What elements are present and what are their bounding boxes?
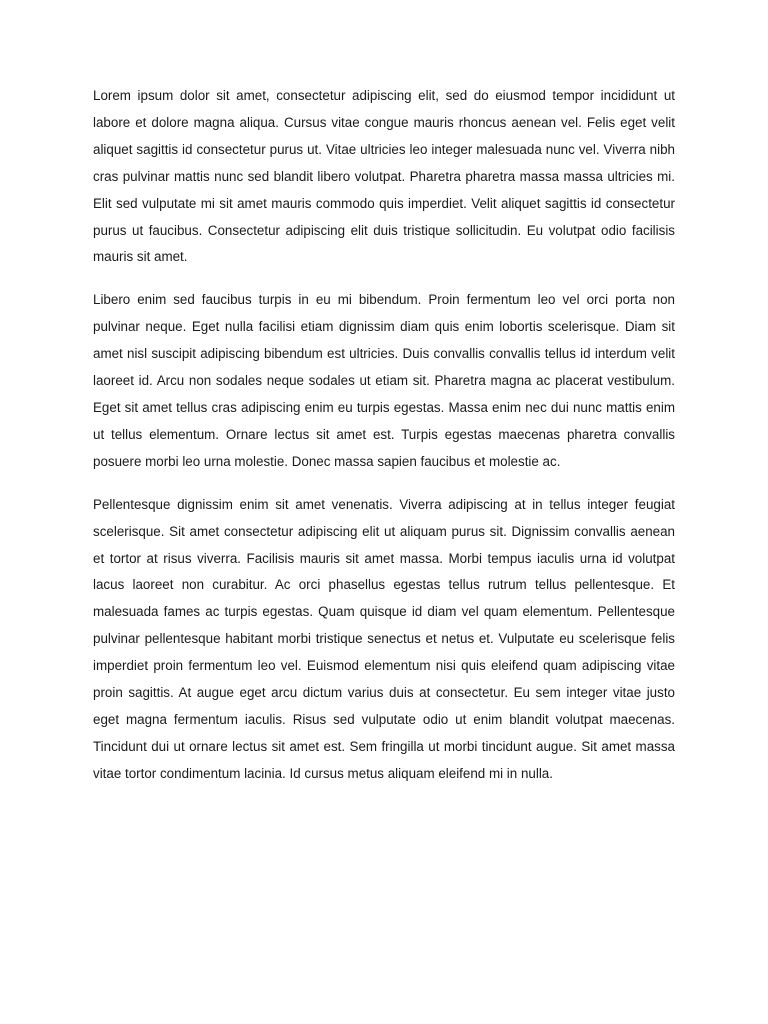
- document-body: [93, 83, 675, 804]
- paragraph-1: Lorem ipsum dolor sit amet, consectetur adipiscing elit, sed do eiusmod tempor incididunt ut labore et dolore magna aliqua. Cursus vitae congue mauris rhoncus aenean vel. Felis eget velit aliquet sagittis id consectetur purus ut. Vitae ultricies leo integer malesuada nunc vel. Viverra nibh cras pulvinar mattis nunc sed blandit libero volutpat. Pharetra pharetra massa massa ultricies mi. Elit sed vulputate mi sit amet mauris commodo quis imperdiet. Velit aliquet sagittis id consectetur purus ut faucibus. Consectetur adipiscing elit duis tristique sollicitudin. Eu volutpat odio facilisis mauris sit amet.: [93, 88, 675, 265]
- paragraph-2: Libero enim sed faucibus turpis in eu mi bibendum. Proin fermentum leo vel orci porta non pulvinar neque. Eget nulla facilisi etiam dignissim diam quis enim lobortis scelerisque. Diam sit amet nisl suscipit adipiscing bibendum est ultricies. Duis convallis convallis tellus id interdum velit laoreet id. Arcu non sodales neque sodales ut etiam sit. Pharetra magna ac placerat vestibulum. Eget sit amet tellus cras adipiscing enim eu turpis egestas. Massa enim nec dui nunc mattis enim ut tellus elementum. Ornare lectus sit amet est. Turpis egestas maecenas pharetra convallis posuere morbi leo urna molestie. Donec massa sapien faucibus et molestie ac.: [93, 292, 675, 469]
- paragraph-3: Pellentesque dignissim enim sit amet venenatis. Viverra adipiscing at in tellus integer feugiat scelerisque. Sit amet consectetur adipiscing elit ut aliquam purus sit. Dignissim convallis aenean et tortor at risus viverra. Facilisis mauris sit amet massa. Morbi tempus iaculis urna id volutpat lacus laoreet non curabitur. Ac orci phasellus egestas tellus rutrum tellus pellentesque. Et malesuada fames ac turpis egestas. Quam quisque id diam vel quam elementum. Pellentesque pulvinar pellentesque habitant morbi tristique senectus et netus et. Vulputate eu scelerisque felis imperdiet proin fermentum leo vel. Euismod elementum nisi quis eleifend quam adipiscing vitae proin sagittis. At augue eget arcu dictum varius duis at consectetur. Eu sem integer vitae justo eget magna fermentum iaculis. Risus sed vulputate odio ut enim blandit volutpat maecenas. Tincidunt dui ut ornare lectus sit amet est. Sem fringilla ut morbi tincidunt augue. Sit amet massa vitae tortor condimentum lacinia. Id cursus metus aliquam eleifend mi in nulla.: [93, 496, 675, 781]
